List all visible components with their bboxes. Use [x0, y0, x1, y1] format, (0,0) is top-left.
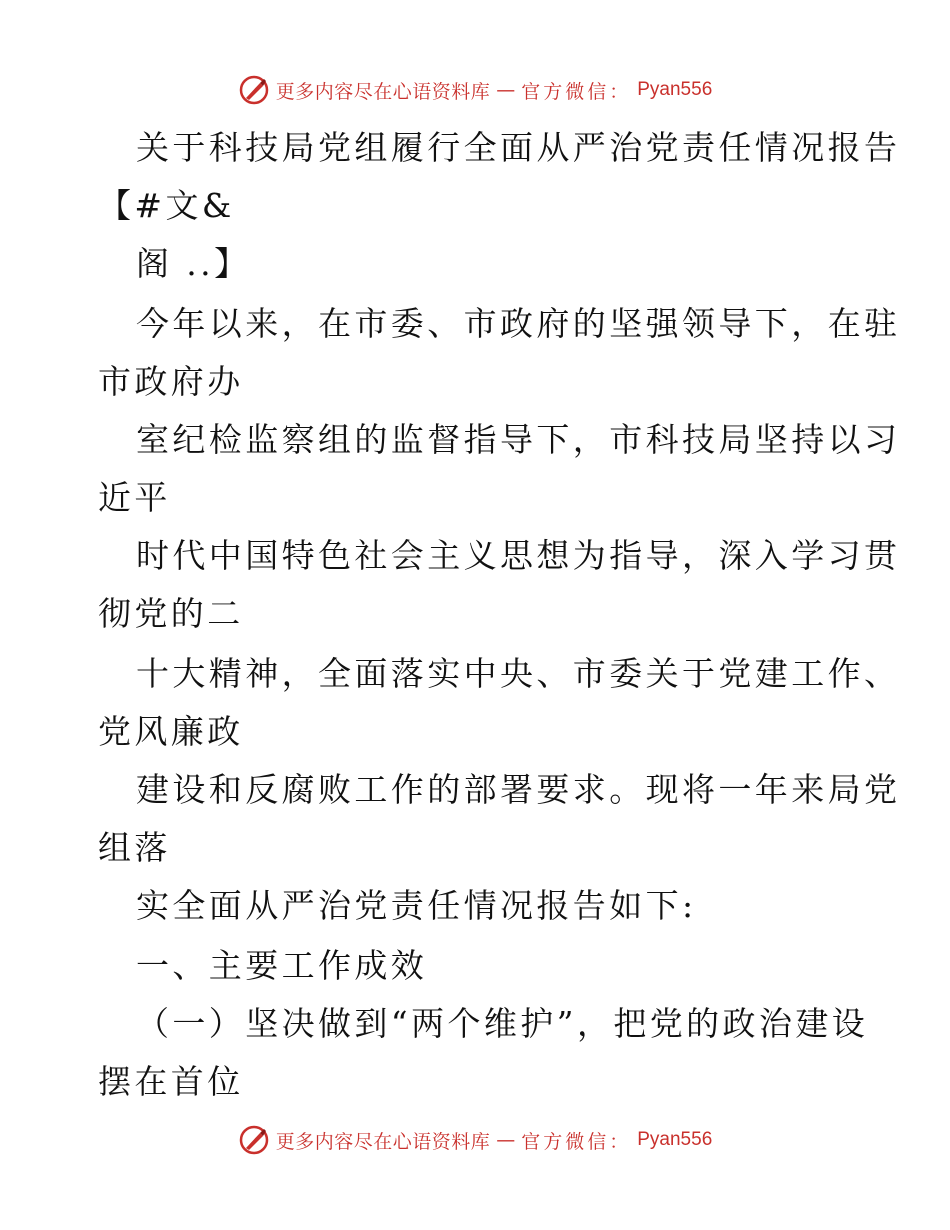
document-line: 摆在首位	[98, 1062, 244, 1101]
document-line: 市政府办	[98, 362, 244, 401]
watermark-id: Pyan556	[637, 79, 713, 100]
document-line: 十大精神，全面落实中央、市委关于党建工作、	[136, 654, 901, 693]
document-line: 今年以来，在市委、市政府的坚强领导下，在驻	[136, 304, 901, 343]
pen-logo-icon	[238, 74, 270, 106]
document-line: 时代中国特色社会主义思想为指导，深入学习贯	[136, 536, 901, 575]
section-heading: 一、主要工作成效	[136, 946, 428, 985]
document-line: 近平	[98, 478, 171, 517]
document-line: 彻党的二	[98, 594, 244, 633]
document-line: 【#文&	[98, 186, 235, 225]
watermark-label: 官方微信：	[521, 1130, 632, 1153]
document-line: 党风廉政	[98, 712, 244, 751]
watermark-text: 更多内容尽在心语资料库	[275, 80, 491, 103]
watermark-text: 更多内容尽在心语资料库	[275, 1130, 491, 1153]
document-line: 组落	[98, 828, 171, 867]
watermark-id: Pyan556	[637, 1129, 713, 1150]
document-line: 阁 ..】	[136, 244, 251, 283]
watermark-footer	[0, 1120, 950, 1160]
document-line: 实全面从严治党责任情况报告如下:	[136, 886, 697, 925]
watermark-dash: —	[496, 1129, 516, 1151]
document-line: 室纪检监察组的监督指导下，市科技局坚持以习	[136, 420, 901, 459]
pen-logo-icon	[238, 1124, 270, 1156]
watermark-label: 官方微信：	[521, 80, 632, 103]
watermark-header	[0, 70, 950, 110]
subsection-heading: （一）坚决做到“两个维护”，把党的政治建设	[136, 1004, 869, 1043]
watermark-dash: —	[496, 79, 516, 101]
document-line: 建设和反腐败工作的部署要求。现将一年来局党	[136, 770, 901, 809]
document-title: 关于科技局党组履行全面从严治党责任情况报告	[136, 128, 901, 167]
